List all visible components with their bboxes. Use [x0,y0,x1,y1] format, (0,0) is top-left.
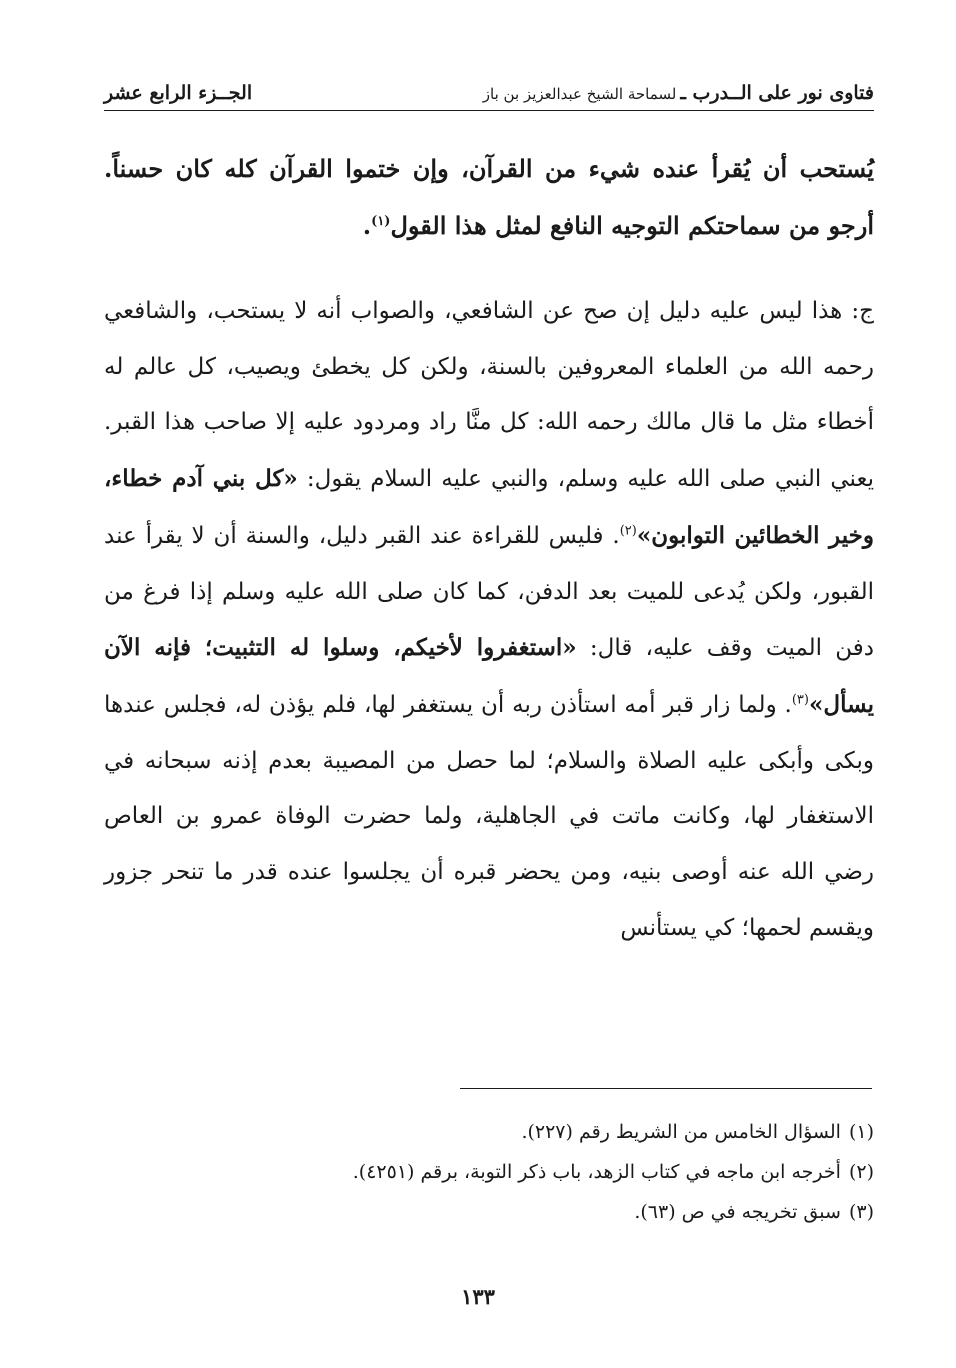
footnote-text: السؤال الخامس من الشريط رقم (٢٢٧). [521,1121,841,1143]
page-number: ١٣٣ [461,1284,495,1309]
running-header [104,82,874,111]
footnote-3 [104,1192,874,1232]
footnote-number: (٢) [848,1161,874,1183]
footnote-text: أخرجه ابن ماجه في كتاب الزهد، باب ذكر التوبة، برقم (٤٢٥١). [352,1161,841,1183]
book-title: فتاوى نور على الــدرب ـ [680,82,874,104]
footnote-number: (١) [848,1121,874,1143]
footnote-ref-3: (٣) [791,692,809,708]
footnote-ref-2: (٢) [619,523,637,539]
footnote-ref-1: (١) [371,214,391,229]
question-text [104,140,874,254]
footnote-separator [460,1088,872,1089]
answer-part-3: . ولما زار قبر أمه استأذن ربه أن يستغفر لها، فلم يؤذن له، فجلس عندها وبكى وأبكى عليه الصلاة والسلام؛ لما حصل من المصيبة بعدم إذنه سبحانه في الاستغفار لها، وكانت ماتت في الجاهلية، ولما حضرت الوفاة عمرو بن العاص رضي الله عنه أوصى بنيه، ومن يحضر قبره أن يجلسوا عنده قدر ما تنحر جزور ويقسم لحمها؛ كي يستأنس [104,691,874,941]
footnote-2 [104,1152,874,1192]
footnote-1 [104,1112,874,1152]
hadith-quote-1: «كل بني آدم خطاء، وخير الخطائين التوابون» [104,465,874,549]
volume-part: الجــزء الرابع عشر [104,82,253,104]
answer-part-2: . فليس للقراءة عند القبر دليل، والسنة أن لا يقرأ عند القبور، ولكن يُدعى للميت بعد الدفن، كما كان صلى الله عليه وسلم إذا فرغ من دفن الميت وقف عليه، قال: [104,522,874,662]
answer-text [104,284,874,956]
footnote-text: سبق تخريجه في ص (٦٣). [634,1201,841,1223]
question-body: يُستحب أن يُقرأ عنده شيء من القرآن، وإن ختموا القرآن كله كان حسناً. أرجو من سماحتكم التوجيه النافع لمثل هذا القول [104,154,874,240]
author-name: لسماحة الشيخ عبدالعزيز بن باز [482,85,677,103]
hadith-quote-2: «استغفروا لأخيكم، وسلوا له التثبيت؛ فإنه الآن يسأل» [104,634,874,718]
question-end: . [362,211,372,240]
footnotes [104,1112,874,1232]
answer-part-1: ج: هذا ليس عليه دليل إن صح عن الشافعي، والصواب أنه لا يستحب، والشافعي رحمه الله من العلماء المعروفين بالسنة، ولكن كل يخطئ ويصيب، كل عالم له أخطاء مثل ما قال مالك رحمه الله: كل منَّا راد ومردود عليه إلا صاحب هذا القبر. يعني النبي صلى الله عليه وسلم، والنبي عليه السلام يقول: [104,298,874,493]
footnote-number: (٣) [848,1201,874,1223]
